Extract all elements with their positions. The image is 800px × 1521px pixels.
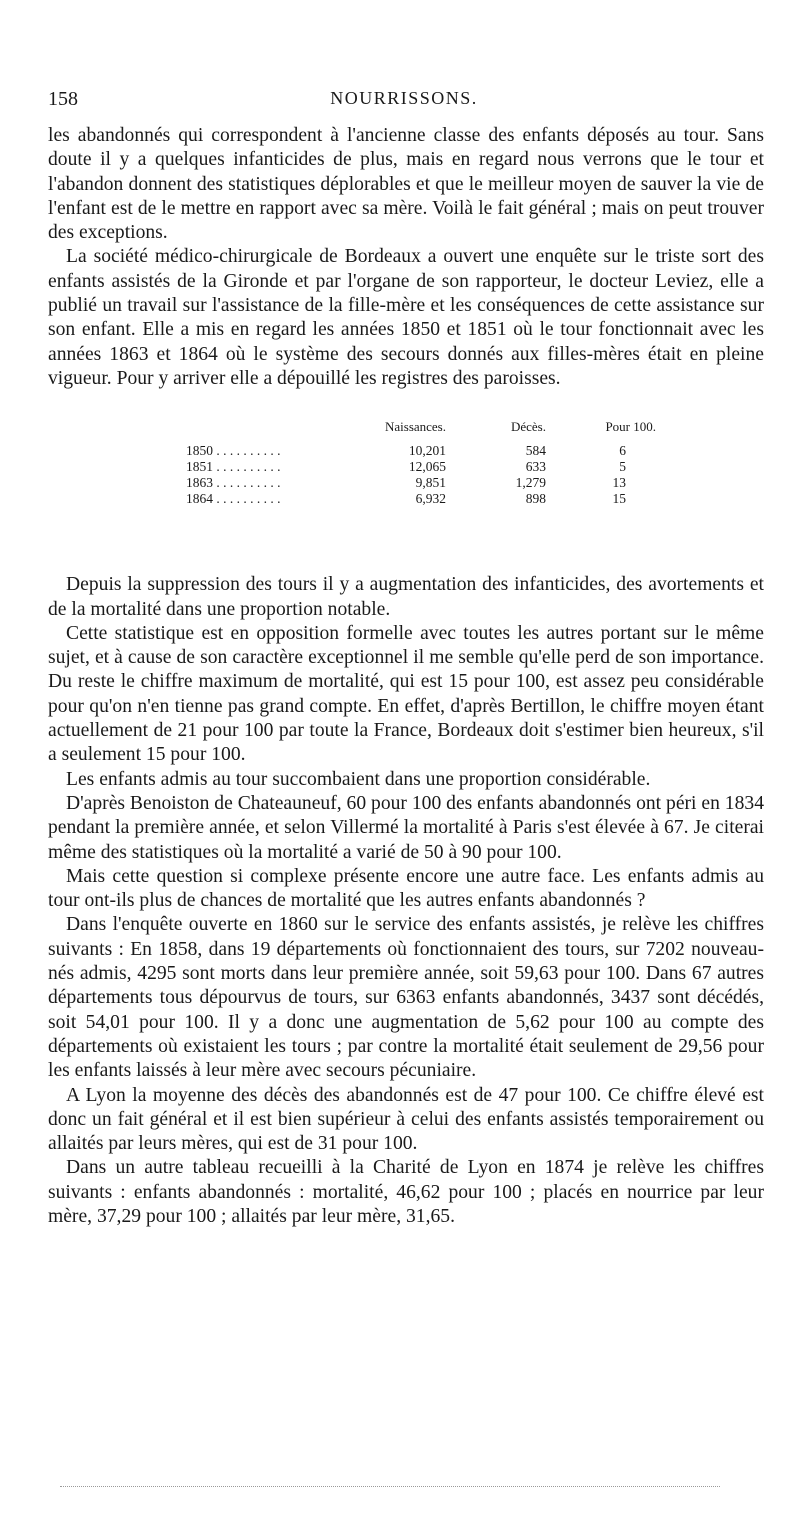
paragraph: Depuis la suppression des tours il y a augmentation des infanticides, des avortements et de la mortalité dans une proportion notable.: [48, 574, 764, 620]
paragraph: Dans un autre tableau recueilli à la Charité de Lyon en 1874 je relève les chiffres suivants : enfants abandonnés : mortalité, 46,62 pour 100 ; placés en nourrice par leur mère, 37,29 pour 100 ; allaités par leur mère, 31,65.: [48, 1157, 764, 1227]
table-cell: 1864 . . . . . . . . . .: [186, 491, 281, 507]
page-body: [48, 124, 764, 1229]
table-cell: 6: [619, 443, 626, 459]
table-cell: 633: [525, 459, 546, 475]
paragraph: Mais cette question si complexe présente encore une autre face. Les enfants admis au tour ont-ils plus de chances de mortalité que les autres enfants abandonnés ?: [48, 865, 764, 912]
paragraph: La société médico-chirurgicale de Bordeaux a ouvert une enquête sur le triste sort des enfants assistés de la Gironde et par l'organe de son rapporteur, le docteur Leviez, elle a publié un travail sur l'assistance de la fille-mère et les conséquences de cette assistance sur son enfant. Elle a mis en regard les années 1850 et 1851 où le tour fonctionnait avec les années 1863 et 1864 où le système des secours donnés aux filles-mères était en pleine vigueur. Pour y arriver elle a dépouillé les registres des paroisses.: [48, 246, 764, 389]
statistics-table-block: [48, 409, 764, 561]
table-row: [186, 491, 656, 507]
page-number: 158: [48, 88, 78, 110]
paragraph: Les enfants admis au tour succombaient dans une proportion considérable.: [66, 768, 651, 790]
table-cell: 6,932: [415, 491, 446, 507]
table-cell: 10,201: [408, 443, 446, 459]
table-row: [186, 475, 656, 491]
paragraph: Dans l'enquête ouverte en 1860 sur le service des enfants assistés, je relève les chiffres suivants : En 1858, dans 19 départements où fonctionnaient des tours, sur 7202 nouveau-nés admis, 4295 sont morts dans leur première année, soit 59,63 pour 100. Dans 67 autres départements tous dépourvus de tours, sur 6363 enfants abandonnés, 3437 sont décédés, soit 54,01 pour 100. Il y a donc une augmentation de 5,62 pour 100 au compte des départements où existaient les tours ; par contre la mortalité était seulement de 29,56 pour les enfants laissés à leur mère avec secours pécuniaire.: [48, 914, 764, 1082]
table-cell: 1,279: [515, 475, 546, 491]
paragraph: D'après Benoiston de Chateauneuf, 60 pour 100 des enfants abandonnés ont péri en 1834 pendant la première année, et selon Villermé la mortalité à Paris s'est élevée à 67. Je citerai même des statistiques où la mortalité a varié de 50 à 90 pour 100.: [48, 792, 764, 863]
table-cell: 15: [612, 491, 626, 507]
table-header-cell: [186, 419, 366, 443]
table-cell: 584: [525, 443, 546, 459]
paragraph: les abandonnés qui correspondent à l'ancienne classe des enfants déposés au tour. Sans doute il y a quelques infanticides de plus, mais en regard nous verrons que le tour et l'abandon donnent des statistiques déplorables et que le meilleur moyen de sauver la vie de l'enfant est de le mettre en rapport avec sa mère. Voilà le fait général ; mais on peut trouver des exceptions.: [48, 125, 764, 244]
page-header: [48, 88, 760, 118]
table-cell: 898: [525, 491, 546, 507]
table-cell: 1851 . . . . . . . . . .: [186, 459, 281, 475]
running-title: NOURRISSONS.: [330, 88, 478, 108]
statistics-table: [186, 419, 656, 507]
table-header-row: [186, 419, 656, 443]
table-cell: 5: [619, 459, 626, 475]
table-cell: 9,851: [415, 475, 446, 491]
table-cell: 12,065: [408, 459, 446, 475]
paragraph: A Lyon la moyenne des décès des abandonnés est de 47 pour 100. Ce chiffre élevé est donc un fait général et il est bien supérieur à celui des enfants assistés temporairement ou allaités par leurs mères, qui est de 31 pour 100.: [48, 1084, 764, 1155]
table-header-cell: Pour 100.: [605, 419, 656, 435]
footer-rule: [60, 1486, 720, 1487]
paragraph: Cette statistique est en opposition formelle avec toutes les autres portant sur le même sujet, et à cause de son caractère exceptionnel il me semble qu'elle perd de son importance. Du reste le chiffre maximum de mortalité, qui est 15 pour 100, est assez peu considérable pour qu'on n'en tienne pas grand compte. En effet, d'après Bertillon, le chiffre moyen étant actuellement de 21 pour 100 par toute la France, Bordeaux doit s'estimer bien heureux, s'il a seulement 15 pour 100.: [48, 622, 764, 766]
table-header-cell: Décès.: [510, 419, 546, 435]
table-cell: 1863 . . . . . . . . . .: [186, 475, 281, 491]
table-cell: 13: [612, 475, 626, 491]
table-cell: 1850 . . . . . . . . . .: [186, 443, 281, 459]
table-row: [186, 443, 656, 459]
table-header-cell: Naissances.: [384, 419, 446, 435]
table-row: [186, 459, 656, 475]
